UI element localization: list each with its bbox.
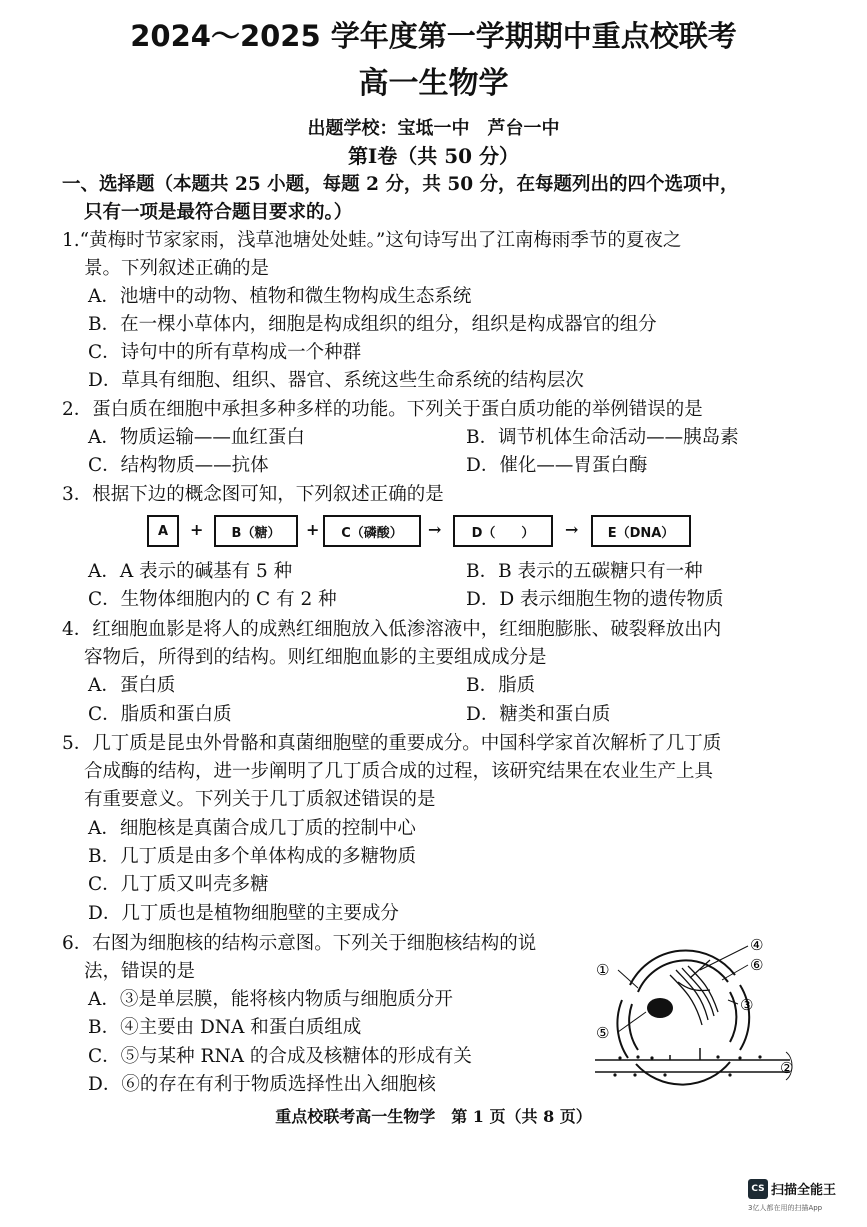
q5-option-c: C．几丁质又叫壳多糖 bbox=[88, 874, 269, 895]
section-instruction-1: 一、选择题（本题共 25 小题，每题 2 分，共 50 分，在每题列出的四个选项中， bbox=[62, 174, 739, 195]
concept-box-b: B（糖） bbox=[214, 515, 298, 547]
q4-option-d: D．糖类和蛋白质 bbox=[466, 704, 611, 725]
scanner-watermark bbox=[748, 1178, 858, 1213]
q4-stem-2: 容物后，所得到的结构。则红细胞血影的主要组成成分是 bbox=[84, 647, 547, 668]
q1-option-a: A．池塘中的动物、植物和微生物构成生态系统 bbox=[88, 286, 472, 307]
camscanner-logo-icon: CS bbox=[748, 1179, 768, 1199]
q5-option-b: B．几丁质是由多个单体构成的多糖物质 bbox=[88, 846, 417, 867]
q6-option-d: D．⑥的存在有利于物质选择性出入细胞核 bbox=[88, 1074, 436, 1095]
nucleolus-shape bbox=[647, 998, 673, 1018]
concept-box-a: A bbox=[147, 515, 179, 547]
watermark-name: 扫描全能王 bbox=[771, 1183, 837, 1198]
q4-option-c: C．脂质和蛋白质 bbox=[88, 704, 232, 725]
concept-box-e: E（DNA） bbox=[591, 515, 691, 547]
q2-option-b: B．调节机体生命活动——胰岛素 bbox=[466, 427, 739, 448]
q1-stem-1: 1.“黄梅时节家家雨，浅草池塘处处蛙。”这句诗写出了江南梅雨季节的夏夜之 bbox=[62, 230, 682, 251]
concept-box-d: D（ ） bbox=[453, 515, 553, 547]
q6-option-b: B．④主要由 DNA 和蛋白质组成 bbox=[88, 1017, 362, 1038]
part-heading: 第Ⅰ卷（共 50 分） bbox=[347, 144, 520, 168]
q3-option-a: A．A 表示的碱基有 5 种 bbox=[88, 561, 293, 582]
q4-option-b: B．脂质 bbox=[466, 675, 536, 696]
nucleus-structure-diagram bbox=[590, 930, 800, 1095]
q6-option-a: A．③是单层膜，能将核内物质与细胞质分开 bbox=[88, 989, 453, 1010]
q3-option-d: D．D 表示细胞生物的遗传物质 bbox=[466, 589, 724, 610]
q5-stem-2: 合成酶的结构，进一步阐明了几丁质合成的过程，该研究结果在农业生产上具 bbox=[84, 761, 714, 782]
q5-stem-3: 有重要意义。下列关于几丁质叙述错误的是 bbox=[84, 789, 436, 810]
q6-option-c: C．⑤与某种 RNA 的合成及核糖体的形成有关 bbox=[88, 1046, 472, 1067]
arrow-2: → bbox=[565, 520, 579, 539]
q2-stem: 2．蛋白质在细胞中承担多种多样的功能。下列关于蛋白质功能的举例错误的是 bbox=[62, 399, 703, 420]
label-3: ③ bbox=[740, 996, 754, 1014]
q4-option-a: A．蛋白质 bbox=[88, 675, 176, 696]
page-footer: 重点校联考高一生物学 第 1 页（共 8 页） bbox=[275, 1107, 592, 1126]
plus-sign-2: + bbox=[306, 520, 320, 539]
label-6: ⑥ bbox=[750, 956, 764, 974]
concept-box-c: C（磷酸） bbox=[323, 515, 421, 547]
q1-option-c: C．诗句中的所有草构成一个种群 bbox=[88, 342, 362, 363]
q6-stem-2: 法，错误的是 bbox=[84, 961, 196, 982]
label-2: ② bbox=[780, 1059, 794, 1077]
label-4: ④ bbox=[750, 936, 764, 954]
q5-stem-1: 5．几丁质是昆虫外骨骼和真菌细胞壁的重要成分。中国科学家首次解析了几丁质 bbox=[62, 733, 722, 754]
q4-stem-1: 4．红细胞血影是将人的成熟红细胞放入低渗溶液中，红细胞膨胀、破裂释放出内 bbox=[62, 619, 722, 640]
label-1: ① bbox=[596, 961, 610, 979]
plus-sign-1: + bbox=[190, 520, 204, 539]
q3-stem: 3．根据下边的概念图可知，下列叙述正确的是 bbox=[62, 484, 444, 505]
exam-schools: 出题学校：宝坻一中 芦台一中 bbox=[307, 118, 560, 139]
watermark-tagline: 3亿人都在用的扫描App bbox=[748, 1203, 823, 1212]
section-instruction-2: 只有一项是最符合题目要求的。） bbox=[84, 202, 353, 223]
label-5: ⑤ bbox=[596, 1024, 610, 1042]
q2-option-d: D．催化——胃蛋白酶 bbox=[466, 455, 648, 476]
exam-subject: 高一生物学 bbox=[358, 66, 509, 101]
q3-option-b: B．B 表示的五碳糖只有一种 bbox=[466, 561, 703, 582]
q2-option-c: C．结构物质——抗体 bbox=[88, 455, 269, 476]
q1-option-b: B．在一棵小草体内，细胞是构成组织的组分，组织是构成器官的组分 bbox=[88, 314, 657, 335]
arrow-1: → bbox=[428, 520, 442, 539]
q5-option-a: A．细胞核是真菌合成几丁质的控制中心 bbox=[88, 818, 416, 839]
q1-option-d: D．草具有细胞、组织、器官、系统这些生命系统的结构层次 bbox=[88, 370, 584, 391]
q5-option-d: D．几丁质也是植物细胞壁的主要成分 bbox=[88, 903, 399, 924]
q2-option-a: A．物质运输——血红蛋白 bbox=[88, 427, 305, 448]
q3-option-c: C．生物体细胞内的 C 有 2 种 bbox=[88, 589, 337, 610]
q6-stem-1: 6．右图为细胞核的结构示意图。下列关于细胞核结构的说 bbox=[62, 933, 537, 954]
exam-title: 2024～2025 学年度第一学期期中重点校联考 bbox=[130, 19, 737, 53]
q1-stem-2: 景。下列叙述正确的是 bbox=[84, 258, 270, 279]
